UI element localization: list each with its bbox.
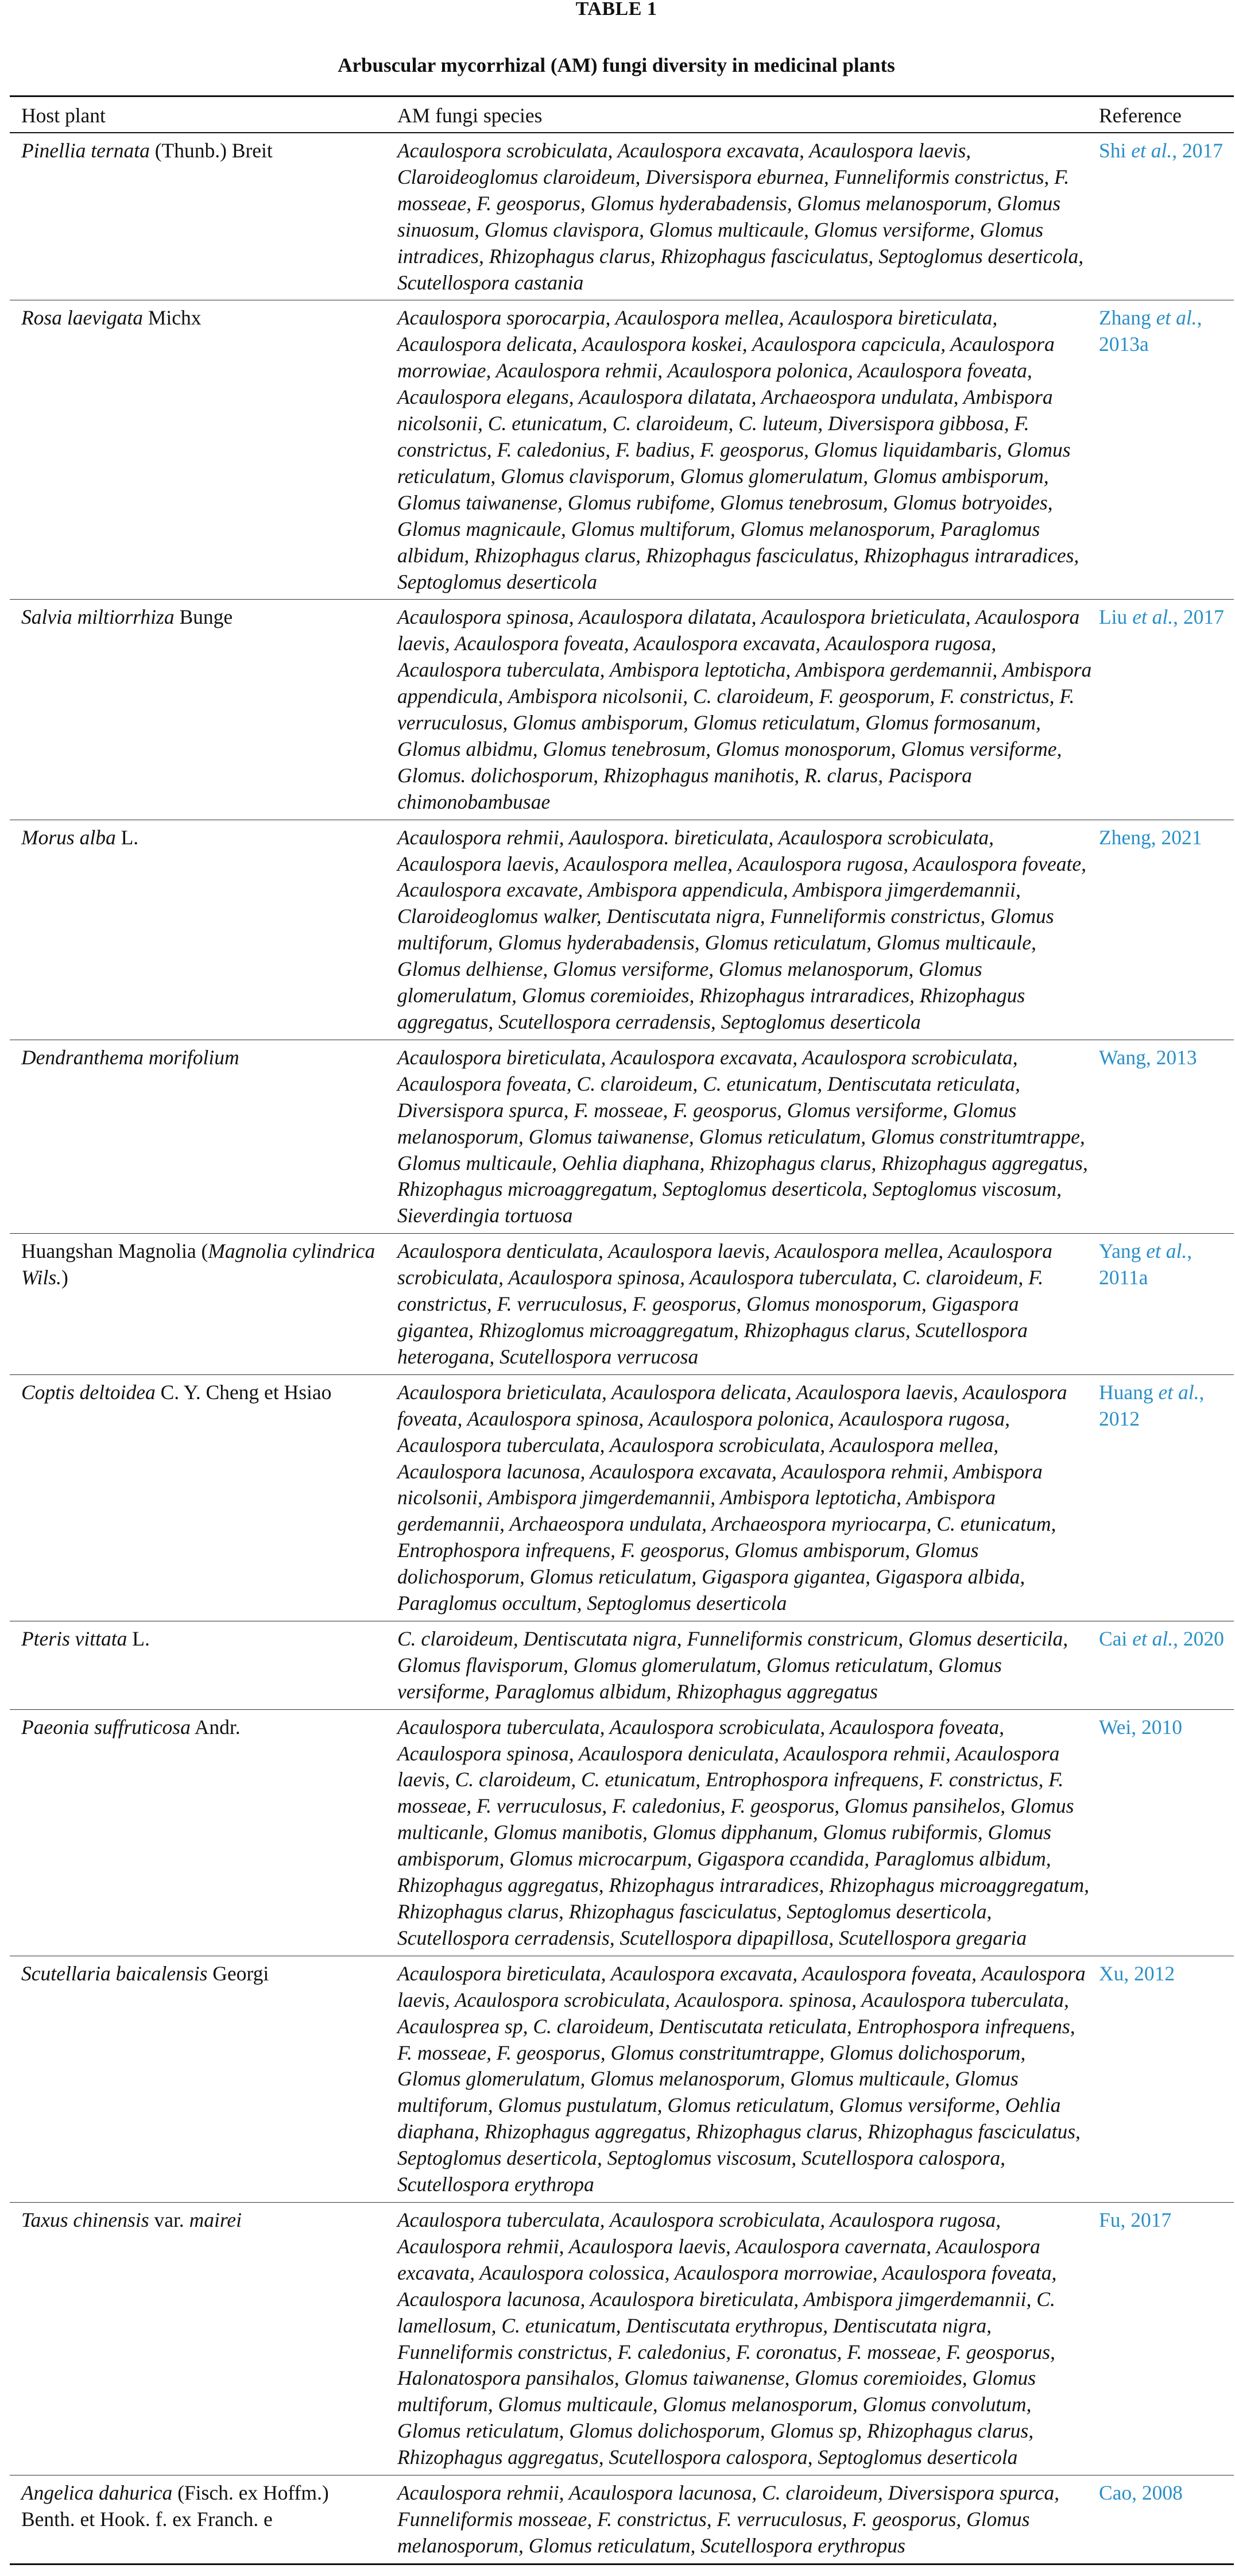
host-plant-text: L. bbox=[127, 1627, 150, 1650]
table-body bbox=[10, 133, 1234, 2564]
am-fungi-species-cell: Acaulospora brieticulata, Acaulospora delicata, Acaulospora laevis, Acaulospora foveata, Acaulospora spinosa, Acaulospora polonica, Acaulospora rugosa, Acaulospora tuberculata, Acaulospora scrobiculata, Acaulospora mellea, Acaulospora lacunosa, Acaulospora excavata, Acaulospora rehmii, Ambispora nicolsonii, Ambispora jimgerdemannii, Ambispora leptoticha, Ambispora gerdemannii, Archaeospora undulata, Archaeospora myriocarpa, C. etunicatum, Entrophospora infrequens, F. geosporus, Glomus ambisporum, Glomus dolichosporum, Glomus reticulatum, Gigaspora gigantea, Gigaspora albida, Paraglomus occultum, Septoglomus deserticola bbox=[397, 1380, 1067, 1615]
host-plant-species-name: Rosa laevigata bbox=[21, 306, 143, 330]
host-plant-species-name: Paeonia suffruticosa bbox=[21, 1715, 191, 1739]
reference-et-al: et al. bbox=[1131, 139, 1172, 162]
table-row bbox=[10, 1709, 1234, 1956]
am-fungi-species-cell: Acaulospora scrobiculata, Acaulospora excavata, Acaulospora laevis, Claroideoglomus claroideum, Diversispora eburnea, Funneliformis constrictus, F. mosseae, F. geosporus, Glomus hyderabadensis, Glomus melanosporum, Glomus sinuosum, Glomus clavispora, Glomus multicaule, Glomus versiforme, Glomus intradices, Rhizophagus clarus, Rhizophagus fasciculatus, Septoglomus deserticola, Scutellospora castania bbox=[397, 139, 1084, 294]
reference-link[interactable] bbox=[1099, 605, 1224, 628]
table-row bbox=[10, 1234, 1234, 1375]
host-plant-cell bbox=[10, 2475, 389, 2565]
am-fungi-species-cell: C. claroideum, Dentiscutata nigra, Funneliformis constricum, Glomus deserticila, Glomus flavisporum, Glomus glomerulatum, Glomus reticulatum, Glomus versiforme, Paraglomus albidum, Rhizophagus aggregatus bbox=[397, 1627, 1068, 1703]
host-plant-text: var. bbox=[149, 2208, 189, 2231]
reference-cell bbox=[1095, 1956, 1234, 2202]
reference-author: Zhang bbox=[1099, 306, 1156, 330]
host-plant-species-name: Morus alba bbox=[21, 825, 116, 849]
reference-year: , 2012 bbox=[1099, 1380, 1205, 1430]
reference-link[interactable] bbox=[1099, 306, 1202, 356]
am-fungi-species-cell: Acaulospora sporocarpia, Acaulospora mellea, Acaulospora bireticulata, Acaulospora delicata, Acaulospora koskei, Acaulospora capcicula, Acaulospora morrowiae, Acaulospora rehmii, Acaulospora polonica, Acaulospora foveata, Acaulospora elegans, Acaulospora dilatata, Archaeospora undulata, Ambispora nicolsonii, C. etunicatum, C. claroideum, C. luteum, Diversispora gibbosa, F. constrictus, F. caledonius, F. badius, F. geosporus, Glomus liquidambaris, Glomus reticulatum, Glomus clavisporum, Glomus glomerulatum, Glomus ambisporum, Glomus taiwanense, Glomus rubifome, Glomus tenebrosum, Glomus botryoides, Glomus magnicaule, Glomus multiforum, Glomus melanosporum, Paraglomus albidum, Rhizophagus clarus, Rhizophagus fasciculatus, Rhizophagus intraradices, Septoglomus deserticola bbox=[397, 306, 1079, 593]
host-plant-cell bbox=[10, 1040, 389, 1233]
reference-cell bbox=[1095, 300, 1234, 600]
reference-cell bbox=[1095, 2202, 1234, 2475]
table-row bbox=[10, 820, 1234, 1040]
table-row bbox=[10, 300, 1234, 600]
reference-cell bbox=[1095, 133, 1234, 300]
reference-link[interactable] bbox=[1099, 139, 1223, 162]
host-plant-cell bbox=[10, 820, 389, 1040]
host-plant-text: Michx bbox=[142, 306, 202, 330]
host-plant-text: Georgi bbox=[207, 1961, 269, 1985]
reference-link[interactable] bbox=[1099, 1627, 1224, 1650]
reference-et-al: et al. bbox=[1146, 1239, 1187, 1263]
host-plant-text: C. Y. Cheng et Hsiao bbox=[155, 1380, 332, 1404]
reference-cell bbox=[1095, 820, 1234, 1040]
am-fungi-species-cell: Acaulospora rehmii, Acaulospora lacunosa, C. claroideum, Diversispora spurca, Funneliformis mosseae, F. constrictus, F. verruculosus, F. geosporus, Glomus melanosporum, Glomus reticulatum, Scutellospora erythropus bbox=[397, 2481, 1060, 2557]
host-plant-cell bbox=[10, 1709, 389, 1956]
reference-cell bbox=[1095, 600, 1234, 820]
reference-cell bbox=[1095, 2475, 1234, 2565]
table-row bbox=[10, 133, 1234, 300]
host-plant-species-name: Pinellia ternata bbox=[21, 139, 150, 162]
host-plant-species-name-2: mairei bbox=[189, 2208, 242, 2231]
host-plant-cell bbox=[10, 300, 389, 600]
host-plant-cell bbox=[10, 133, 389, 300]
reference-link[interactable] bbox=[1099, 1381, 1204, 1430]
reference-author: Fu, 2017 bbox=[1099, 2208, 1172, 2231]
host-plant-species-name: Pteris vittata bbox=[21, 1627, 127, 1650]
host-plant-cell bbox=[10, 1234, 389, 1375]
reference-link[interactable] bbox=[1099, 2481, 1183, 2504]
table-row bbox=[10, 1374, 1234, 1621]
host-plant-cell bbox=[10, 1374, 389, 1621]
table-title: Arbuscular mycorrhizal (AM) fungi diversity in medicinal plants bbox=[338, 54, 895, 76]
reference-author: Zheng, 2021 bbox=[1099, 825, 1202, 849]
reference-et-al: et al. bbox=[1158, 1380, 1199, 1404]
reference-author: Cai bbox=[1099, 1627, 1133, 1650]
am-fungi-species-cell: Acaulospora tuberculata, Acaulospora scrobiculata, Acaulospora rugosa, Acaulospora rehmii, Acaulospora laevis, Acaulospora cavernata, Acaulospora excavata, Acaulospora colossica, Acaulospora morrowiae, Acaulospora foveata, Acaulospora lacunosa, Acaulospora bireticulata, Ambispora jimgerdemannii, C. lamellosum, C. etunicatum, Dentiscutata erythropus, Dentiscutata nigra, Funneliformis constrictus, F. caledonius, F. coronatus, F. mosseae, F. geosporus, Halonatospora pansihalos, Glomus taiwanense, Glomus coremioides, Glomus multiforum, Glomus multicaule, Glomus melanosporum, Glomus convolutum, Glomus reticulatum, Glomus dolichosporum, Glomus sp, Rhizophagus clarus, Rhizophagus aggregatus, Scutellospora calospora, Septoglomus deserticola bbox=[397, 2208, 1057, 2469]
table-row bbox=[10, 2475, 1234, 2565]
reference-year: , 2013a bbox=[1099, 306, 1202, 356]
reference-cell bbox=[1095, 1234, 1234, 1375]
reference-cell bbox=[1095, 1621, 1234, 1709]
table-row bbox=[10, 2202, 1234, 2475]
reference-cell bbox=[1095, 1040, 1234, 1233]
reference-year: , 2017 bbox=[1173, 605, 1224, 629]
host-plant-text: L. bbox=[115, 825, 139, 849]
host-plant-species-name: Dendranthema morifolium bbox=[21, 1045, 239, 1069]
table-row bbox=[10, 1040, 1234, 1233]
reference-year: , 2017 bbox=[1172, 139, 1223, 162]
reference-year: , 2011a bbox=[1099, 1239, 1193, 1289]
reference-et-al: et al. bbox=[1132, 605, 1174, 629]
table-row bbox=[10, 1621, 1234, 1709]
host-plant-text: (Thunb.) Breit bbox=[149, 139, 273, 162]
reference-author: Cao, 2008 bbox=[1099, 2481, 1183, 2505]
host-plant-species-name: Scutellaria baicalensis bbox=[21, 1961, 208, 1985]
am-fungi-species-cell: Acaulospora bireticulata, Acaulospora excavata, Acaulospora foveata, Acaulospora laevis, Acaulospora scrobiculata, Acaulospora. spinosa, Acaulospora tuberculata, Acaulosprea sp, C. claroideum, Dentiscutata reticulata, Entrophospora infrequens, F. mosseae, F. geosporus, Glomus constritumtrappe, Glomus dolichosporum, Glomus glomerulatum, Glomus melanosporum, Glomus multicaule, Glomus multiforum, Glomus pustulatum, Glomus reticulatum, Glomus versiforme, Oehlia diaphana, Rhizophagus aggregatus, Rhizophagus clarus, Rhizophagus fasciculatus, Septoglomus deserticola, Septoglomus viscosum, Scutellospora calospora, Scutellospora erythropa bbox=[397, 1961, 1086, 2196]
reference-link[interactable] bbox=[1099, 826, 1202, 849]
host-plant-text-2: ) bbox=[61, 1266, 68, 1289]
reference-et-al: et al. bbox=[1132, 1627, 1174, 1650]
table-row bbox=[10, 600, 1234, 820]
host-plant-text: Huangshan Magnolia ( bbox=[21, 1239, 208, 1263]
host-plant-species-name: Taxus chinensis bbox=[21, 2208, 149, 2231]
reference-author: Wei, 2010 bbox=[1099, 1715, 1183, 1739]
am-fungi-species-cell: Acaulospora bireticulata, Acaulospora excavata, Acaulospora scrobiculata, Acaulospora foveata, C. claroideum, C. etunicatum, Dentiscutata reticulata, Diversispora spurca, F. mosseae, F. geosporus, Glomus versiforme, Glomus melanosporum, Glomus taiwanense, Glomus reticulatum, Glomus constritumtrappe, Glomus multicaule, Oehlia diaphana, Rhizophagus clarus, Rhizophagus aggregatus, Rhizophagus microaggregatum, Septoglomus deserticola, Septoglomus viscosum, Sieverdingia tortuosa bbox=[397, 1045, 1088, 1227]
reference-author: Huang bbox=[1099, 1380, 1159, 1404]
reference-year: , 2020 bbox=[1173, 1627, 1224, 1650]
reference-author: Liu bbox=[1099, 605, 1133, 629]
reference-author: Yang bbox=[1099, 1239, 1147, 1263]
host-plant-text: (Fisch. ex Hoffm.) Benth. et Hook. f. ex Franch. e bbox=[21, 2481, 329, 2531]
reference-author: Xu, 2012 bbox=[1099, 1961, 1175, 1985]
host-plant-cell bbox=[10, 1956, 389, 2202]
reference-link[interactable] bbox=[1099, 1716, 1182, 1739]
table-row bbox=[10, 1956, 1234, 2202]
am-fungi-species-cell: Acaulospora rehmii, Aaulospora. bireticulata, Acaulospora scrobiculata, Acaulospora laevis, Acaulospora mellea, Acaulospora rugosa, Acaulospora foveate, Acaulospora excavate, Ambispora appendicula, Ambispora jimgerdemannii, Claroideoglomus walker, Dentiscutata nigra, Funneliformis constrictus, Glomus multiforum, Glomus hyderabadensis, Glomus reticulatum, Glomus multicaule, Glomus delhiense, Glomus versiforme, Glomus melanosporum, Glomus glomerulatum, Glomus coremioides, Rhizophagus intraradices, Rhizophagus aggregatus, Scutellospora cerradensis, Septoglomus deserticola bbox=[397, 825, 1086, 1033]
host-plant-species-name: Salvia miltiorrhiza bbox=[21, 605, 175, 629]
header-am-fungi-species: AM fungi species bbox=[397, 104, 543, 127]
header-reference: Reference bbox=[1099, 104, 1182, 127]
am-fungi-species-cell: Acaulospora spinosa, Acaulospora dilatata, Acaulospora brieticulata, Acaulospora laevis, Acaulospora foveata, Acaulospora excavata, Acaulospora rugosa, Acaulospora tuberculata, Ambispora leptoticha, Ambispora gerdemannii, Ambispora appendicula, Ambispora nicolsonii, C. claroideum, F. geosporum, F. constrictus, F. verruculosus, Glomus ambisporum, Glomus reticulatum, Glomus formosanum, Glomus albidmu, Glomus tenebrosum, Glomus monosporum, Glomus versiforme, Glomus. dolichosporum, Rhizophagus manihotis, R. clarus, Pacispora chimonobambusae bbox=[397, 605, 1092, 813]
reference-author: Wang, 2013 bbox=[1099, 1045, 1197, 1069]
am-fungi-species-cell: Acaulospora tuberculata, Acaulospora scrobiculata, Acaulospora foveata, Acaulospora spinosa, Acaulospora deniculata, Acaulospora rehmii, Acaulospora laevis, C. claroideum, C. etunicatum, Entrophospora infrequens, F. constrictus, F. mosseae, F. verruculosus, F. caledonius, F. geosporus, Glomus pansihelos, Glomus multicanle, Glomus manibotis, Glomus dipphanum, Glomus rubiformis, Glomus ambisporum, Glomus microcarpum, Gigaspora ccandida, Paraglomus albidum, Rhizophagus aggregatus, Rhizophagus intraradices, Rhizophagus microaggregatum, Rhizophagus clarus, Rhizophagus fasciculatus, Septoglomus deserticola, Scutellospora cerradensis, Scutellospora dipapillosa, Scutellospora gregaria bbox=[397, 1715, 1090, 1949]
reference-cell bbox=[1095, 1374, 1234, 1621]
host-plant-cell bbox=[10, 1621, 389, 1709]
host-plant-cell bbox=[10, 2202, 389, 2475]
host-plant-cell bbox=[10, 600, 389, 820]
host-plant-species-name-2: Magnolia cylindrica Wils. bbox=[21, 1239, 375, 1289]
host-plant-text: Bunge bbox=[174, 605, 233, 629]
reference-cell bbox=[1095, 1709, 1234, 1956]
host-plant-text: Andr. bbox=[190, 1715, 241, 1739]
reference-link[interactable] bbox=[1099, 1239, 1192, 1289]
reference-link[interactable] bbox=[1099, 1046, 1197, 1069]
header-host-plant: Host plant bbox=[21, 104, 106, 127]
reference-et-al: et al. bbox=[1156, 306, 1197, 330]
reference-link[interactable] bbox=[1099, 2208, 1171, 2231]
reference-link[interactable] bbox=[1099, 1962, 1175, 1985]
host-plant-species-name: Angelica dahurica bbox=[21, 2481, 173, 2505]
table-label: TABLE 1 bbox=[575, 0, 657, 20]
host-plant-species-name: Coptis deltoidea bbox=[21, 1380, 156, 1404]
am-fungi-species-cell: Acaulospora denticulata, Acaulospora laevis, Acaulospora mellea, Acaulospora scrobiculata, Acaulospora spinosa, Acaulospora tuberculata, C. claroideum, F. constrictus, F. verruculosus, F. geosporus, Glomus monosporum, Gigaspora gigantea, Rhizoglomus microaggregatum, Rhizophagus clarus, Scutellospora heterogana, Scutellospora verrucosa bbox=[397, 1239, 1052, 1368]
fungi-table bbox=[10, 95, 1234, 2565]
table-header-row bbox=[10, 96, 1234, 133]
reference-author: Shi bbox=[1099, 139, 1132, 162]
